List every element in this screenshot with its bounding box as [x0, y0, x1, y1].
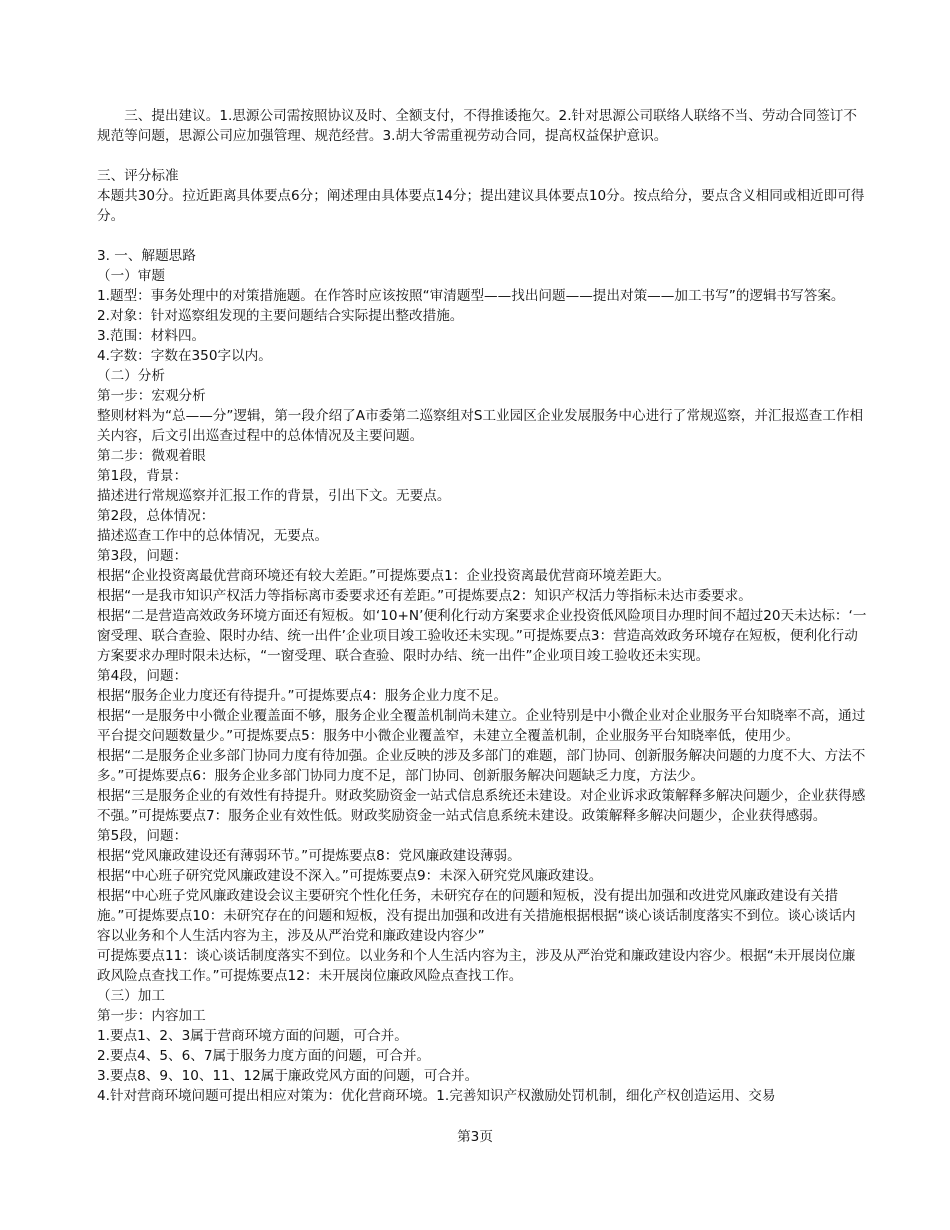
text-line: 根据“中心班子研究党风廉政建设不深入。”可提炼要点9：未深入研究党风廉政建设。 — [97, 868, 603, 884]
text-line: 第一步：宏观分析 — [97, 388, 206, 404]
text-line: 第5段，问题： — [97, 828, 188, 844]
text-line: 描述巡查工作中的总体情况，无要点。 — [97, 528, 329, 544]
text-line: （一）审题 — [97, 268, 165, 284]
text-line: 2.对象：针对巡察组发现的主要问题结合实际提出整改措施。 — [97, 308, 464, 324]
spacer — [97, 226, 867, 246]
text-line: （三）加工 — [97, 988, 165, 1004]
text-line: 可提炼要点11：谈心谈话制度落实不到位。以业务和个人生活内容为主，涉及从严治党和廉政建设内容少。根据“未开展岗位廉政风险点查找工作。”可提炼要点12：未开展岗位廉政风险点查找工作。 — [97, 948, 856, 984]
text-line: 第1段，背景： — [97, 468, 188, 484]
scoring-heading: 三、评分标准 — [97, 168, 179, 184]
text-line: 3. 一、解题思路 — [97, 248, 196, 264]
text-line: 第二步：微观着眼 — [97, 448, 206, 464]
text-line: （二）分析 — [97, 368, 165, 384]
text-line: 根据“二是营造高效政务环境方面还有短板。如‘10+N’便利化行动方案要求企业投资低风险项目办理时间不超过20天未达标：‘一窗受理、联合查验、限时办结、统一出件’企业项目竣工验收还未实现。”可提炼要点3：营造高效政务环境存在短板，便利化行动方案要求办理时限未达标，“一窗受理、联合查验、限时办结、统一出件”企业项目竣工验收还未实现。 — [97, 608, 867, 664]
suggestion-paragraph: 三、提出建议。1.思源公司需按照协议及时、全额支付，不得推诿拖欠。2.针对思源公司联络人联络不当、劳动合同签订不规范等问题，思源公司应加强管理、规范经营。3.胡大爷需重视劳动合同，提高权益保护意识。 — [97, 108, 857, 144]
spacer — [97, 146, 867, 166]
text-line: 根据“一是服务中小微企业覆盖面不够，服务企业全覆盖机制尚未建立。企业特别是中小微企业对企业服务平台知晓率不高，通过平台提交问题数量少。”可提炼要点5：服务中小微企业覆盖窄，未建立全覆盖机制，企业服务平台知晓率低，使用少。 — [97, 708, 866, 744]
page-number: 第3页 — [457, 1129, 493, 1145]
text-line: 根据“三是服务企业的有效性有持提升。财政奖励资金一站式信息系统还未建设。对企业诉求政策解释多解决问题少，企业获得感不强。”可提炼要点7：服务企业有效性低。财政奖励资金一站式信息系统未建设。政策解释多解决问题少，企业获得感弱。 — [97, 788, 866, 824]
text-line: 3.范围：材料四。 — [97, 328, 206, 344]
text-line: 根据“二是服务企业多部门协同力度有待加强。企业反映的涉及多部门的难题，部门协同、创新服务解决问题的力度不大、方法不多。”可提炼要点6：服务企业多部门协同力度不足，部门协同、创新服务解决问题缺乏力度，方法少。 — [97, 748, 866, 784]
text-line: 根据“一是我市知识产权活力等指标离市委要求还有差距。”可提炼要点2：知识产权活力等指标未达市委要求。 — [97, 588, 752, 604]
text-line: 4.针对营商环境问题可提出相应对策为：优化营商环境。1.完善知识产权激励处罚机制，细化产权创造运用、交易 — [97, 1088, 776, 1104]
text-line: 根据“服务企业力度还有待提升。”可提炼要点4：服务企业力度不足。 — [97, 688, 508, 704]
text-line: 第4段，问题： — [97, 668, 188, 684]
document-body — [97, 106, 867, 1106]
answer-analysis — [97, 246, 867, 1106]
text-line: 第一步：内容加工 — [97, 1008, 206, 1024]
text-line: 第3段，问题： — [97, 548, 188, 564]
scoring-text: 本题共30分。拉近距离具体要点6分；阐述理由具体要点14分；提出建议具体要点10分。按点给分，要点含义相同或相近即可得分。 — [97, 188, 865, 224]
text-line: 根据“党风廉政建设还有薄弱环节。”可提炼要点8：党风廉政建设薄弱。 — [97, 848, 521, 864]
text-line: 描述进行常规巡察并汇报工作的背景，引出下文。无要点。 — [97, 488, 451, 504]
text-line: 第2段，总体情况： — [97, 508, 215, 524]
text-line: 3.要点8、9、10、11、12属于廉政党风方面的问题，可合并。 — [97, 1068, 479, 1084]
text-line: 根据“中心班子党风廉政建设会议主要研究个性化任务，未研究存在的问题和短板，没有提出加强和改进党风廉政建设有关措施。”可提炼要点10：未研究存在的问题和短板，没有提出加强和改进有关措施根据根据“谈心谈话制度落实不到位。谈心谈话内容以业务和个人生活内容为主，涉及从严治党和廉政建设内容少” — [97, 888, 856, 944]
text-line: 2.要点4、5、6、7属于服务力度方面的问题，可合并。 — [97, 1048, 431, 1064]
text-line: 1.题型：事务处理中的对策措施题。在作答时应该按照“审清题型——找出问题——提出对策——加工书写”的逻辑书写答案。 — [97, 288, 845, 304]
text-line: 根据“企业投资离最优营商环境还有较大差距。”可提炼要点1：企业投资离最优营商环境差距大。 — [97, 568, 671, 584]
text-line: 1.要点1、2、3属于营商环境方面的问题，可合并。 — [97, 1028, 408, 1044]
text-line: 4.字数：字数在350字以内。 — [97, 348, 272, 364]
text-line: 整则材料为“总——分”逻辑，第一段介绍了A市委第二巡察组对S工业园区企业发展服务中心进行了常规巡察，并汇报巡查工作相关内容，后文引出巡查过程中的总体情况及主要问题。 — [97, 408, 864, 444]
